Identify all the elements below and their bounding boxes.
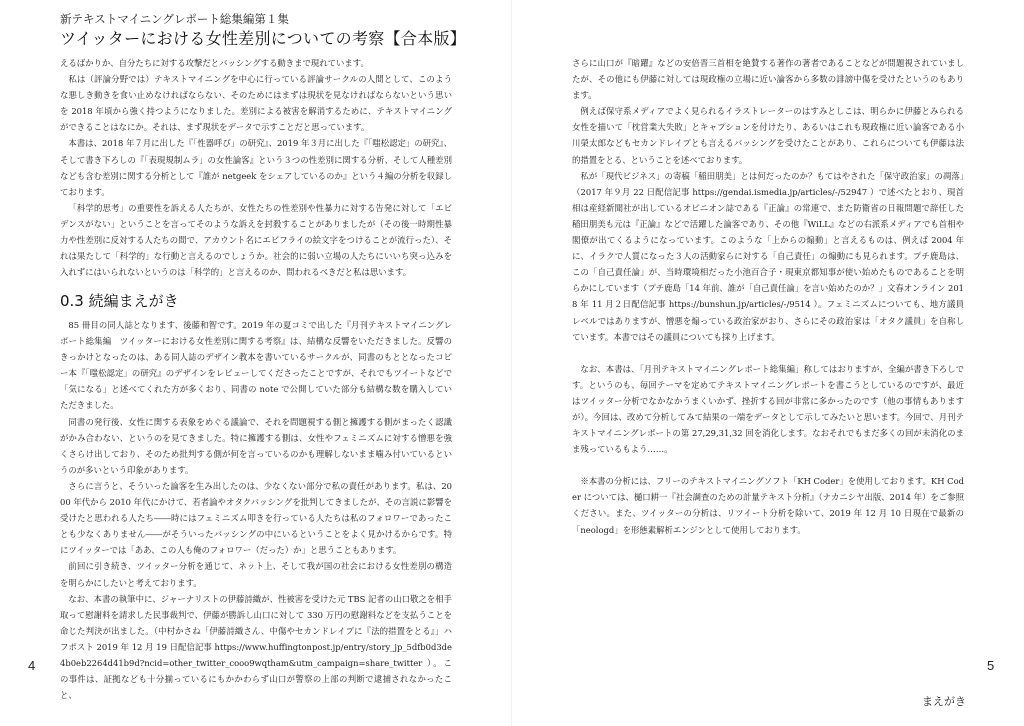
paragraph: さらに言うと、そういった論客を生み出したのは、少なくない部分で私の責任があります。私は、2000 年代から 2010 年代にかけて、若者論やオタクバッシングを批判してきましたが、その言説に影響を受けたと思われる人たち――時にはフェミニズム叩きを行っている人たちは私のフォロワーであったことも少なくありません――がそういったバッシングの中にいるということをよく見かけるからです。特にツイッターでは「ああ、この人も俺のフォロワー（だった）か」と思うこともあります。 [60,480,452,556]
analysis-note: ※本書の分析には、フリーのテキストマイニングソフト「KH Coder」を使用しております。KH Coder については、樋口耕一『社会調査のための計量テキスト分析』（ナカニシヤ出版、2014 年）をご参照ください。また、ツイッターの分析は、リツイート分析を除いて、2019 年 12 月 10 日現在で最新の「neologd」を形態素解析エンジンとして使用しております。 [572,476,964,535]
right-page [512,0,1024,726]
paragraph: 「科学的思考」の重要性を訴える人たちが、女性たちの性差別や性暴力に対する告発に対して「エビデンスがない」ということを言ってそのような訴えを封殺することがありましたが（その後一時期性暴力や性差別に反対する人たちの間で、アカウント名にエビフライの絵文字をつけることが流行った）、それは果たして「科学的」な行動と言えるのでしょうか。社会的に弱い立場の人たちにいいち突っ込みを入れずにはいられないというのは「科学的」と言えるのか、問われるべきだと私は思います。 [60,202,452,278]
paragraph: えるばかりか、自分たちに対する攻撃だとバッシングする動きまで現れています。 [60,58,369,68]
paragraph: 85 冊目の同人誌となります、後藤和智です。2019 年の夏コミで出した『月刊テキストマイニングレポート総集編 ツイッターにおける女性差別に関する考察』は、結構な反響をいただきました。反響のきっかけとなったのは、ある同人誌のデザイン教本を書いているサークルが、同書のもととなったコピー本『「嗤松認定」の研究』のデザインをレビューしてくださったことですが、それでもツイートなどで「気になる」と述べてくれた方が多くおり、同書の note で公開していた部分も結構な数を購入していただきました。 [60,320,452,411]
paragraph: なお、本書の執筆中に、ジャーナリストの伊藤詩織が、性被害を受けた元 TBS 記者の山口敬之を相手取って慰謝料を請求した民事裁判で、伊藤が勝訴し山口に対して 330 万円の慰謝料などを支払うことを命じた判決が出ました。（中村かさね「伊藤詩織さん、中傷やセカンドレイプに『法的措置をとる』」ハフポスト 2019 年 12 月 19 日配信記事 https://www.huffingtonpost.jp/entry/story_jp_5dfb0d3de4b0eb2264d41b9d?ncid=other_twitter_cooo9wqtham&utm_campaign=share_twitter ）。この事件は、証拠なども十分揃っているにもかかわらず山口が警察の上部の判断で逮捕されなかったこと、 [60,593,452,701]
paragraph: 同書の発行後、女性に関する表象をめぐる議論で、それを問題視する側と擁護する側がまったく認識がかみ合わない、というのを見てきました。特に擁護する側は、女性やフェミニズムに対する憎悪を強くさらけ出しており、そのため批判する側が何を言っているのかも理解しないまま噛み付いているというのが多いという印象があります。 [60,416,452,475]
sequel-preface-body [60,317,452,703]
page-number-left: 4 [28,658,36,673]
paragraph: なお、本書は、「月刊テキストマイニングレポート総集編」称してはおりますが、全編が書き下ろしです。というのも、毎回テーマを定めてテキストマイニングレポートを書こうとしているのですが、最近はツイッター分析でなかなかうまくいかず、挫折する回が非常に多かったのです（他の事情もありますが）。今回は、改めて分析してみて結果の一端をデータとして示してみたいと思います。今回で、月刊テキストマイニングレポートの第 27,29,31,32 回を消化します。なおそれでもまだ多くの回が未消化のまま残っているもよう……。 [572,363,964,455]
paragraph: 私は（評論分野では）テキストマイニングを中心に行っている評論サークルの人間として、このような悪しき動きを食い止めなければならない、そのためにはまずは現状を見なければならないという思いを 2018 年頃から強く持つようになりました。差別による被害を解消するために、テキストマイニングができることはなにか。それは、まず現状をデータで示すことだと思っています。 [60,74,452,133]
document-title: ツイッターにおける女性差別についての考察【合本版】 [60,29,467,48]
paragraph: 私が「現代ビジネス」の寄稿「稲田朋美」とは何だったのか？もてはやされた「保守政治家」の凋落」（2017 年９月 22 日配信記事 https://gendai.ismedia.jp/articles/-/52947 ）で述べたとおり、現首相は産経新聞社が出しているオピニオン誌である『正論』の常連で、また防衛省の日報問題で辞任した稲田朋美も元は『正論』などで活躍した論客であり、その他『WiLL』などの右派系メディアでも首相や閣僚が出てくるようになっています。このような「上からの煽動」と言えるものは、例えば 2004 年に、イラクで人質になった３人の活動家らに対する「自己責任」の煽動にも見られます。プチ鹿島は、この「自己責任論」が、当時環境相だった小池百合子・現東京都知事が使い始めたものであることを明らかにしています（プチ鹿島「14 年前、誰が「自己責任論」を言い始めたのか？」文春オンライン 2018 年 11 月２日配信記事 https://bunshun.jp/articles/-/9514 ）。フェミニズムについても、地方議員レベルではありますが、憎悪を煽っている政治家がおり、さらにその政治家は「オタク議員」を自称しています。本書ではその議員についても採り上げます。 [572,170,964,342]
paragraph: 本書は、2018 年７月に出した『「性器呼び」の研究』、2019 年３月に出した『「嗤松認定」の研究』、そして書き下ろしの『「表現規制ムラ」の女性論客』という３つの性差別に関する分析、そして人種差別なども含む差別に関する分析として『誰が netgeek をシェアしているのか』という４編の分析を収録しております。 [60,138,452,197]
paragraph: 前回に引き続き、ツイッター分析を通じて、ネット上、そして我が国の社会における女性差別の構造を明らかにしたいと考えております。 [60,561,452,588]
running-footer: まえがき [922,695,966,708]
page-number-right: 5 [987,658,995,673]
paragraph: さらに山口が『暗躍』などの安倍晋三首相を絶賛する著作の著者であることなどが問題視されていましたが、その他にも伊藤に対しては現政権の立場に近い論客から多数の誹謗中傷を受けたというのもあります。 [572,58,964,101]
paragraph: 例えば保守系メディアでよく見られるイラストレーターのはすみとしこは、明らかに伊藤とみられる女性を描いて「枕営業大失敗」とキャプションを付けたり、あるいはこれも現政権に近い論客である小川榮太郎などもセカンドレイプとも言えるバッシングを受けたことがあり、これらについても伊藤は法的措置をとる、ということを述べております。 [572,106,964,165]
preface-body-top [60,55,452,280]
series-title: 新テキストマイニングレポート総集編第１集 [60,12,289,26]
section-heading: 0.3 続編まえがき [60,292,179,310]
preface-body-continued [572,55,964,538]
